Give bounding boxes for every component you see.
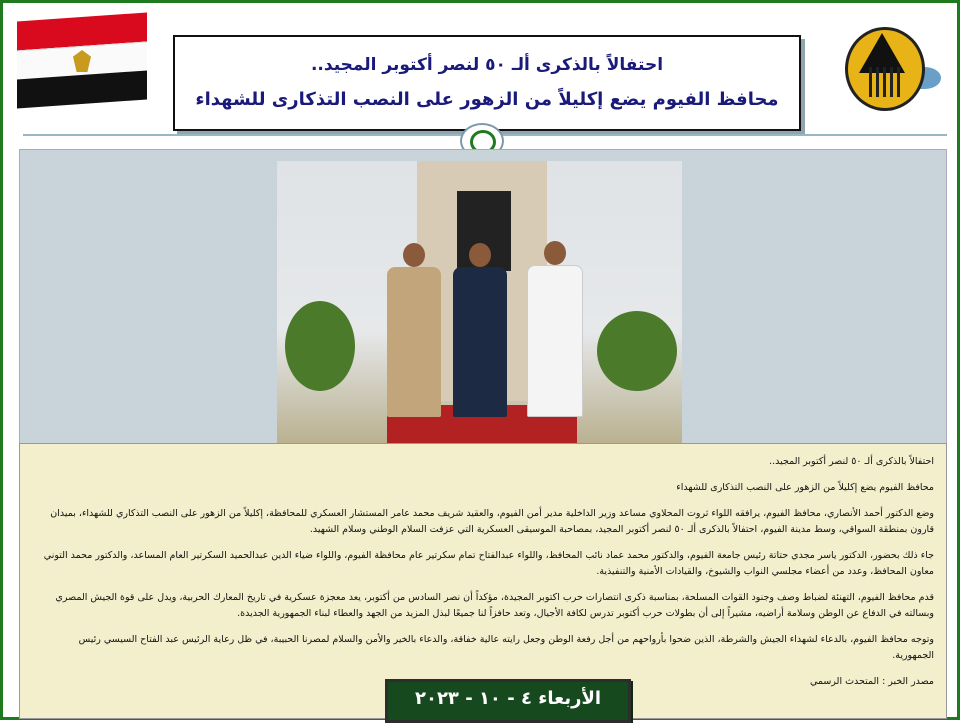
article-paragraph: جاء ذلك بحضور، الدكتور ياسر مجدي حتاتة رئيس جامعة الفيوم، والدكتور محمد عماد نائب المحافظ، واللواء عبدالفتاح تمام سكرتير عام محافظة الفيوم، واللواء ضياء الدين عبدالحميد السكرتير العام المساعد، والدكتور محمد التوني معاون المحافظ، وعدد من أعضاء مجلسي النواب والشيوخ، والقيادات الأمنية والتنفيذية. xyxy=(43,550,934,577)
news-source: مصدر الخبر : المتحدث الرسمي xyxy=(809,676,934,687)
article-text xyxy=(34,454,934,700)
header xyxy=(3,3,957,133)
article-paragraph: احتفالاً بالذكرى ألـ ٥٠ لنصر أكتوبر المجيد.. xyxy=(769,456,934,467)
article-paragraph: وتوجه محافظ الفيوم، بالدعاء لشهداء الجيش والشرطة، الذين ضحوا بأرواحهم من أجل رفعة الوطن وجعل رايته عالية خفاقة، والدعاء بالخير والأمن والسلام لمصرنا الحبيبة، في ظل رعاية الرئيس عبد الفتاح السيسي رئيس الجمهورية. xyxy=(78,634,934,661)
fayoum-logo-icon xyxy=(839,27,943,113)
date-badge: الأربعاء ٤ - ١٠ - ٢٠٢٣ xyxy=(385,679,631,723)
article-paragraph: وضع الدكتور أحمد الأنصاري، محافظ الفيوم، يرافقه اللواء ثروت المحلاوي مساعد وزير الداخلية مدير أمن الفيوم، والعقيد شريف محمد عامر المستشار العسكري للمحافظة، إكليلاً من الزهور على النصب التذكاري للشهداء، بميدان قارون بمنطقة السواقي، وسط مدينة الفيوم، احتفالاً بالذكرى ألـ ٥٠ لنصر أكتوبر المجيد، بمصاحبة الموسيقى العسكرية التي عزفت السلام الوطني وسلام الشهيد. xyxy=(50,508,934,535)
headline-line2: محافظ الفيوم يضع إكليلاً من الزهور على النصب التذكارى للشهداء xyxy=(195,89,779,110)
title-box xyxy=(173,35,801,131)
article-panel xyxy=(19,443,947,719)
egypt-flag-icon xyxy=(17,17,147,105)
ceremony-photo xyxy=(277,161,682,445)
article-paragraph: قدم محافظ الفيوم، التهنئة لضباط وصف وجنود القوات المسلحة، بمناسبة ذكرى انتصارات حرب اكتوبر المجيدة، مؤكداً أن نصر السادس من أكتوبر، يعد معجزة عسكرية في تاريخ المعارك الحربية، ويدل على قوة الجيش المصري وبسالته في الدفاع عن الوطن وسلامة أراضيه، مشيراً إلى أن بطولات حرب أكتوبر تدرس لكافة الأجيال، وتعد حافزاً لنا جميعًا لبذل المزيد من الجهد والعطاء لبناء الجمهورية الجديدة. xyxy=(55,592,934,619)
article-paragraph: محافظ الفيوم يضع إكليلاً من الزهور على النصب التذكارى للشهداء xyxy=(676,482,934,493)
headline-line1: احتفالاً بالذكرى ألـ ٥٠ لنصر أكتوبر المجيد.. xyxy=(310,55,664,75)
